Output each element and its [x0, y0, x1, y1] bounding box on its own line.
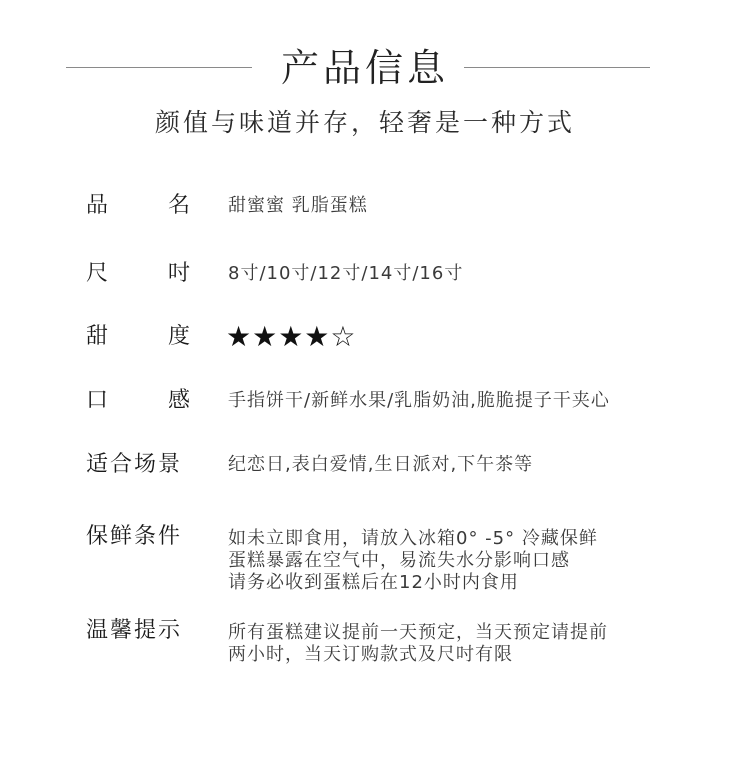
- row-label: 适合场景: [86, 452, 183, 477]
- page-subtitle: 颜值与味道并存，轻奢是一种方式: [154, 108, 575, 137]
- row-value-line: 所有蛋糕建议提前一天预定，当天预定请提前: [228, 622, 608, 643]
- row-value: [228, 622, 698, 666]
- row-label-char: 感: [167, 388, 190, 413]
- row-label: [86, 191, 190, 221]
- row-label-char: 甜: [86, 324, 109, 349]
- row-value: [228, 528, 698, 594]
- row-label: 保鲜条件: [86, 524, 183, 549]
- row-label-char: 吋: [167, 261, 190, 286]
- row-label-char: 品: [86, 193, 109, 218]
- page-title: 产品信息: [280, 46, 449, 90]
- row-label: [86, 322, 190, 352]
- row-label-char: 口: [86, 388, 109, 413]
- row-value-line: 请务必收到蛋糕后在12小时内食用: [228, 572, 519, 593]
- sweetness-star-rating: ★★★★☆: [226, 320, 357, 353]
- row-value: 纪恋日,表白爱情,生日派对,下午茶等: [228, 454, 534, 475]
- row-value: 8寸/10寸/12寸/14寸/16寸: [228, 263, 464, 284]
- row-label-char: 尺: [86, 261, 109, 286]
- section-header: [0, 40, 730, 96]
- row-label-char: 名: [167, 193, 190, 218]
- row-value-line: 两小时，当天订购款式及尺吋有限: [228, 644, 513, 665]
- row-label: 温馨提示: [86, 618, 183, 643]
- row-label-char: 度: [167, 324, 190, 349]
- row-value: 甜蜜蜜 乳脂蛋糕: [228, 195, 368, 216]
- row-label: [86, 386, 190, 416]
- header-right-rule: [464, 67, 650, 68]
- row-value: 手指饼干/新鲜水果/乳脂奶油,脆脆提子干夹心: [228, 390, 610, 411]
- row-value-line: 蛋糕暴露在空气中，易流失水分影响口感: [228, 550, 570, 571]
- row-label: [86, 259, 190, 289]
- row-value-line: 如未立即食用，请放入冰箱0° -5° 冷藏保鲜: [228, 528, 598, 549]
